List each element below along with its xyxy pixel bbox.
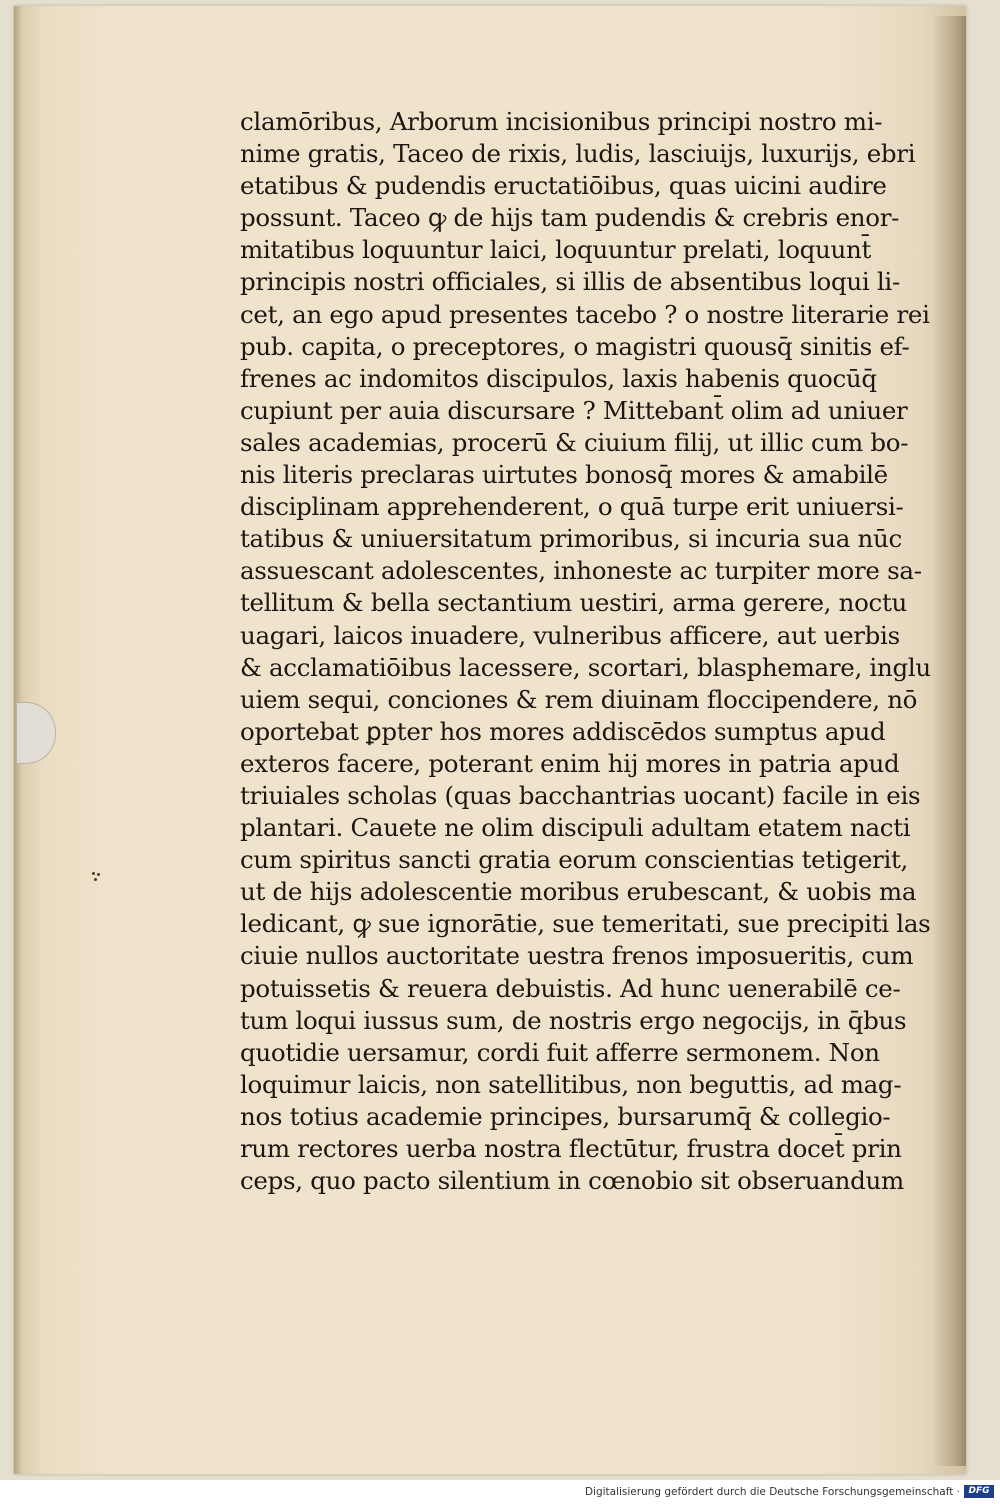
text-line: triuiales scholas (quas bacchantrias uocant) facile in eis — [240, 780, 921, 810]
text-line: mitatibus loquuntur laici, loquuntur prelati, loquunt̄ — [240, 235, 872, 265]
text-line: uiem sequi, conciones & rem diuinam floccipendere, nō — [240, 684, 918, 714]
text-line: oportebat ꝑpter hos mores addiscēdos sumptus apud — [240, 716, 886, 746]
text-line: cupiunt per auia discursare ? Mittebant̄ olim ad uniuer — [240, 395, 908, 425]
text-line: sales academias, procerū & ciuium filij, ut illic cum bo- — [240, 427, 909, 457]
ink-speck — [92, 872, 102, 884]
text-line: nis literis preclaras uirtutes bonosq̄ mores & amabilē — [240, 460, 888, 490]
text-line: exteros facere, poterant enim hij mores in patria apud — [240, 748, 900, 778]
page-tab-mark — [16, 702, 56, 764]
text-line: tellitum & bella sectantium uestiri, arma gerere, noctu — [240, 588, 908, 618]
text-line: plantari. Cauete ne olim discipuli adultam etatem nacti — [240, 813, 911, 843]
text-line: tum loqui iussus sum, de nostris ergo negocijs, in q̄bus — [240, 1005, 907, 1035]
funding-credit: Digitalisierung gefördert durch die Deutsche Forschungsgemeinschaft · — [584, 1486, 960, 1498]
text-line: possunt. Taceo ꝙ de hijs tam pudendis & crebris enor- — [240, 203, 900, 233]
text-line: ceps, quo pacto silentium in cœnobio sit obseruandum — [240, 1166, 904, 1196]
text-line: disciplinam apprehenderent, o quā turpe erit uniuersi- — [240, 492, 904, 522]
text-line: etatibus & pudendis eructatiōibus, quas uicini audire — [240, 171, 887, 201]
text-line: nos totius academie principes, bursarumq̄ & collegio- — [240, 1101, 891, 1131]
text-line: clamōribus, Arborum incisionibus principi nostro mi- — [240, 107, 883, 136]
text-line: nime gratis, Taceo de rixis, ludis, lasciuijs, luxurijs, ebri — [240, 139, 916, 169]
text-line: principis nostri officiales, si illis de absentibus loqui li- — [240, 267, 900, 297]
text-line: & acclamatiōibus lacessere, scortari, blasphemare, inglu — [240, 652, 931, 682]
dfg-logo: DFG — [964, 1485, 994, 1498]
text-line: ledicant, ꝙ sue ignorātie, sue temeritati, sue precipiti las — [240, 909, 931, 939]
text-line: assuescant adolescentes, inhoneste ac turpiter more sa- — [240, 556, 922, 586]
text-line: cet, an ego apud presentes tacebo ? o nostre literarie rei — [240, 299, 930, 329]
printed-text-block — [240, 106, 950, 1197]
text-line: loquimur laicis, non satellitibus, non beguttis, ad mag- — [240, 1069, 902, 1099]
text-line: tatibus & uniuersitatum primoribus, si incuria sua nūc — [240, 524, 902, 554]
text-line: cum spiritus sancti gratia eorum conscientias tetigerit, — [240, 845, 909, 875]
text-line: frenes ac indomitos discipulos, laxis habenis quocūq̄ — [240, 363, 877, 393]
text-line: potuissetis & reuera debuistis. Ad hunc uenerabilē ce- — [240, 973, 901, 1003]
text-line: rum rectores uerba nostra flectūtur, frustra docet̄ prin — [240, 1134, 902, 1163]
text-line: ut de hijs adolescentie moribus erubescant, & uobis ma — [240, 877, 917, 907]
text-line: uagari, laicos inuadere, vulneribus afficere, aut uerbis — [240, 620, 900, 650]
text-line: pub. capita, o preceptores, o magistri quousq̄ sinitis ef- — [240, 331, 910, 361]
text-line: quotidie uersamur, cordi fuit afferre sermonem. Non — [240, 1037, 880, 1067]
text-line: ciuie nullos auctoritate uestra frenos imposueritis, cum — [240, 941, 914, 971]
